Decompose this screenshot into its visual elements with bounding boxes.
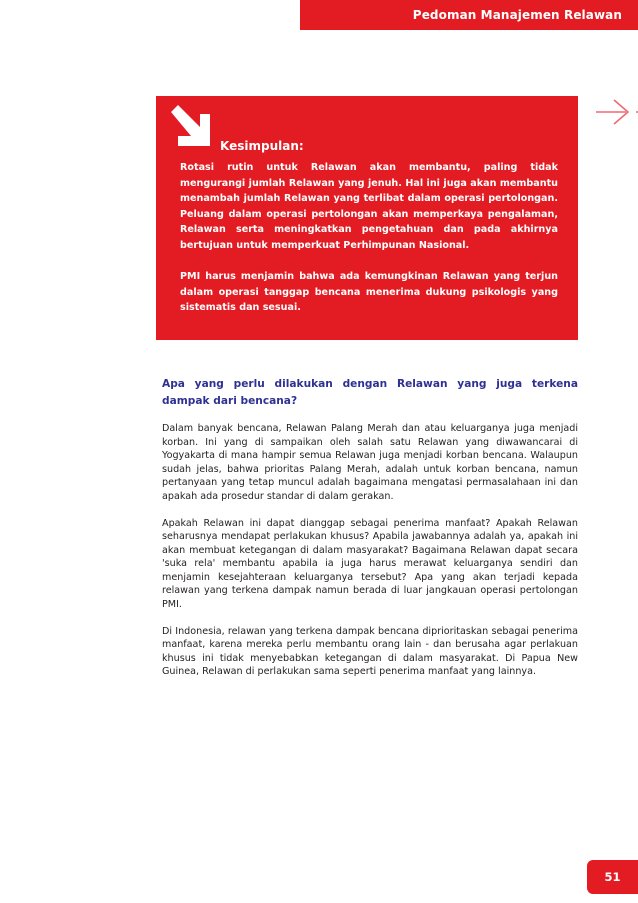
section-heading: Apa yang perlu dilakukan dengan Relawan yang juga terkena dampak dari bencana? xyxy=(162,378,578,407)
section-paragraph-2: Apakah Relawan ini dapat dianggap sebagai penerima manfaat? Apakah Relawan seharusnya mendapat perlakukan khusus? Apabila jawabannya adalah ya, apakah ini akan membuat ketegangan di dalam masyarakat? Bagaimana Relawan dapat secara 'suka rela' membantu apabila ia juga harus merawat keluarganya sendiri dan menjamin kesejahteraan keluarganya tersebut? Apa yang akan terjadi kepada relawan yang terkena dampak namun berada di luar jangkauan operasi pertolongan PMI. xyxy=(162,517,578,610)
chevron-arrows-icon xyxy=(596,98,638,134)
section-paragraph-1: Dalam banyak bencana, Relawan Palang Merah dan atau keluarganya juga menjadi korban. Ini yang di sampaikan oleh salah satu Relawan yang diwawancarai di Yogyakarta di mana hampir semua Relawan juga menjadi korban bencana. Walaupun sudah jelas, bahwa prioritas Palang Merah, adalah untuk korban bencana, namun pertanyaan yang tetap muncul adalah bagaimana mengatasi permasalahaan ini dan apakah ada prosedur standar di dalam gerakan. xyxy=(162,423,578,502)
box-body xyxy=(180,160,558,316)
section-paragraph-3: Di Indonesia, relawan yang terkena dampak bencana diprioritaskan sebagai penerima manfaat, karena mereka perlu membantu orang lain - dan berusaha agar perlakuan khusus ini tidak menyebabkan ketegangan di dalam masyarakat. Di Papua New Guinea, Relawan di perlakukan sama seperti penerima manfaat yang lainnya. xyxy=(162,625,578,677)
main-section xyxy=(162,376,578,692)
header-red-band xyxy=(300,0,638,30)
page-number: 51 xyxy=(604,870,621,884)
header-title: Pedoman Manajemen Relawan xyxy=(412,8,622,22)
box-paragraph-2: PMI harus menjamin bahwa ada kemungkinan Relawan yang terjun dalam operasi tanggap bencana menerima dukung psikologis yang sistematis dan sesuai. xyxy=(180,271,558,313)
header-blank xyxy=(0,0,300,30)
box-paragraph-1: Rotasi rutin untuk Relawan akan membantu, paling tidak mengurangi jumlah Relawan yang jenuh. Hal ini juga akan membantu menambah jumlah Relawan yang terlibat dalam operasi pertolongan. Peluang dalam operasi pertolongan akan memperkaya pengalaman, Relawan serta meningkatkan pengetahuan dan pada akhirnya bertujuan untuk memperkuat Perhimpunan Nasional. xyxy=(180,162,558,251)
box-title: Kesimpulan: xyxy=(220,139,304,153)
header-bar xyxy=(0,0,638,30)
page-number-tab xyxy=(587,860,638,894)
diagonal-arrow-icon xyxy=(168,104,214,150)
